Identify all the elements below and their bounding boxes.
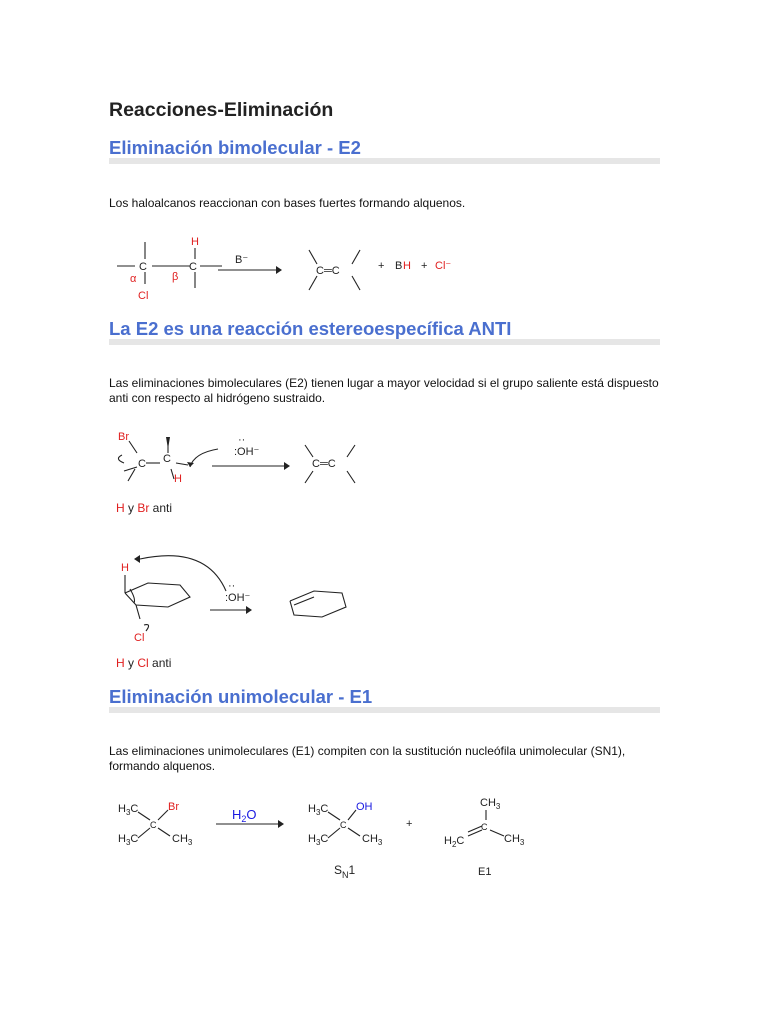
caption-br: Br <box>137 501 150 515</box>
water-o: O <box>246 807 257 822</box>
h3c-c: C <box>320 803 329 815</box>
section-divider <box>109 339 660 345</box>
h2c-c: C <box>456 835 465 847</box>
lone-pair-dots: ·· <box>228 580 236 592</box>
water-h: H <box>232 807 242 822</box>
bh-boron: B <box>395 260 403 272</box>
h2c-sub: 2 <box>451 840 457 849</box>
plus-sign: + <box>378 260 385 272</box>
hydroxide-reagent: :OH⁻ <box>225 592 251 604</box>
section-divider <box>109 707 660 713</box>
caption-h: H <box>116 501 125 515</box>
ch3-ch: CH <box>480 797 496 809</box>
ch3-ch: CH <box>504 833 520 845</box>
h3c-c: C <box>320 833 329 845</box>
h2c-h: H <box>444 835 452 847</box>
page-title: Reacciones-Eliminación <box>109 99 334 121</box>
ch3-sub: 3 <box>495 802 501 811</box>
anti-intro-text: Las eliminaciones bimoleculares (E2) tienen lugar a mayor velocidad si el grupo saliente está dispuesto anti con respecto al hidrógeno sustraido. <box>109 376 659 405</box>
e2-intro-text: Los haloalcanos reaccionan con bases fuertes formando alquenos. <box>109 196 466 210</box>
bromine-label: Br <box>118 431 129 443</box>
h3c-sub: 3 <box>315 808 321 817</box>
sn1-label <box>334 863 356 880</box>
h3c-sub: 3 <box>125 838 131 847</box>
h3c-h: H <box>118 833 126 845</box>
svg-text:CH3 <box>362 833 383 847</box>
anti-e2-newman-scheme <box>110 425 670 495</box>
base-reagent: B⁻ <box>235 254 249 266</box>
e1-reaction-scheme <box>110 790 670 885</box>
h3c-c: C <box>130 833 139 845</box>
hydroxyl-label: OH <box>356 801 373 813</box>
cyclohexane-e2-scheme <box>110 545 670 645</box>
ch3-ch: CH <box>362 833 378 845</box>
ch3-ch: CH <box>172 833 188 845</box>
svg-text:CH3 <box>172 833 193 847</box>
svg-text:H3C <box>308 833 328 847</box>
water-sub: 2 <box>241 814 247 824</box>
ch3-sub: 3 <box>187 838 193 847</box>
water-reagent <box>232 807 257 824</box>
section-divider <box>109 158 660 164</box>
carbon-left: C <box>138 458 146 470</box>
caption-y: y <box>124 656 138 670</box>
plus-sign: + <box>421 260 428 272</box>
h3c-h: H <box>308 803 316 815</box>
chlorine-label: Cl <box>134 632 145 644</box>
ch3-sub: 3 <box>377 838 383 847</box>
sn1-n: N <box>342 870 349 880</box>
chloride-ion: Cl⁻ <box>435 260 452 272</box>
alpha-label: α <box>130 273 137 285</box>
carbon-right: C <box>163 453 171 465</box>
svg-text:H3C <box>118 833 138 847</box>
caption-anti: anti <box>148 656 172 670</box>
svg-text:H3C <box>118 803 138 817</box>
hydrogen-label: H <box>191 236 199 248</box>
caption-anti: anti <box>149 501 173 515</box>
beta-label: β <box>172 271 179 283</box>
alkene-product: C═C <box>316 265 340 277</box>
svg-text:H3C <box>308 803 328 817</box>
carbon-beta: C <box>189 261 197 273</box>
carbon-alpha: C <box>139 261 147 273</box>
hydrogen-label: H <box>121 562 129 574</box>
e1-intro-text: Las eliminaciones unimoleculares (E1) compiten con la sustitución nucleófila unimolecular (SN1), formando alquenos. <box>109 744 626 773</box>
caption-cl: Cl <box>137 656 149 670</box>
plus-sign: + <box>406 818 413 830</box>
section-title-e1: Eliminación unimolecular - E1 <box>109 686 373 707</box>
h3c-h: H <box>308 833 316 845</box>
e2-reaction-scheme <box>110 228 670 303</box>
central-carbon: C <box>481 822 488 832</box>
section-title-anti: La E2 es una reacción estereoespecífica ANTI <box>109 318 512 339</box>
bh-hydrogen: H <box>403 260 411 272</box>
svg-text:CH3 <box>480 797 501 811</box>
alkene-product: C═C <box>312 458 336 470</box>
e1-label: E1 <box>478 866 492 878</box>
bromine-label: Br <box>168 801 179 813</box>
h-br-anti-caption <box>116 501 172 515</box>
h3c-h: H <box>118 803 126 815</box>
hydroxide-reagent: :OH⁻ <box>234 446 260 458</box>
caption-y: y <box>124 501 138 515</box>
central-carbon: C <box>340 820 347 830</box>
lone-pair-dots: ·· <box>238 434 246 446</box>
ch3-sub: 3 <box>519 838 525 847</box>
section-title-e2: Eliminación bimolecular - E2 <box>109 137 361 158</box>
sn1-s: S <box>334 863 343 877</box>
central-carbon: C <box>150 820 157 830</box>
sn1-1: 1 <box>348 863 356 877</box>
h3c-sub: 3 <box>125 808 131 817</box>
chlorine-label: Cl <box>138 290 149 302</box>
svg-text:CH3 <box>504 833 525 847</box>
hydrogen-label: H <box>174 473 182 485</box>
h3c-c: C <box>130 803 139 815</box>
h-cl-anti-caption <box>116 656 171 670</box>
h3c-sub: 3 <box>315 838 321 847</box>
caption-h: H <box>116 656 125 670</box>
svg-text:H2C <box>444 835 464 849</box>
